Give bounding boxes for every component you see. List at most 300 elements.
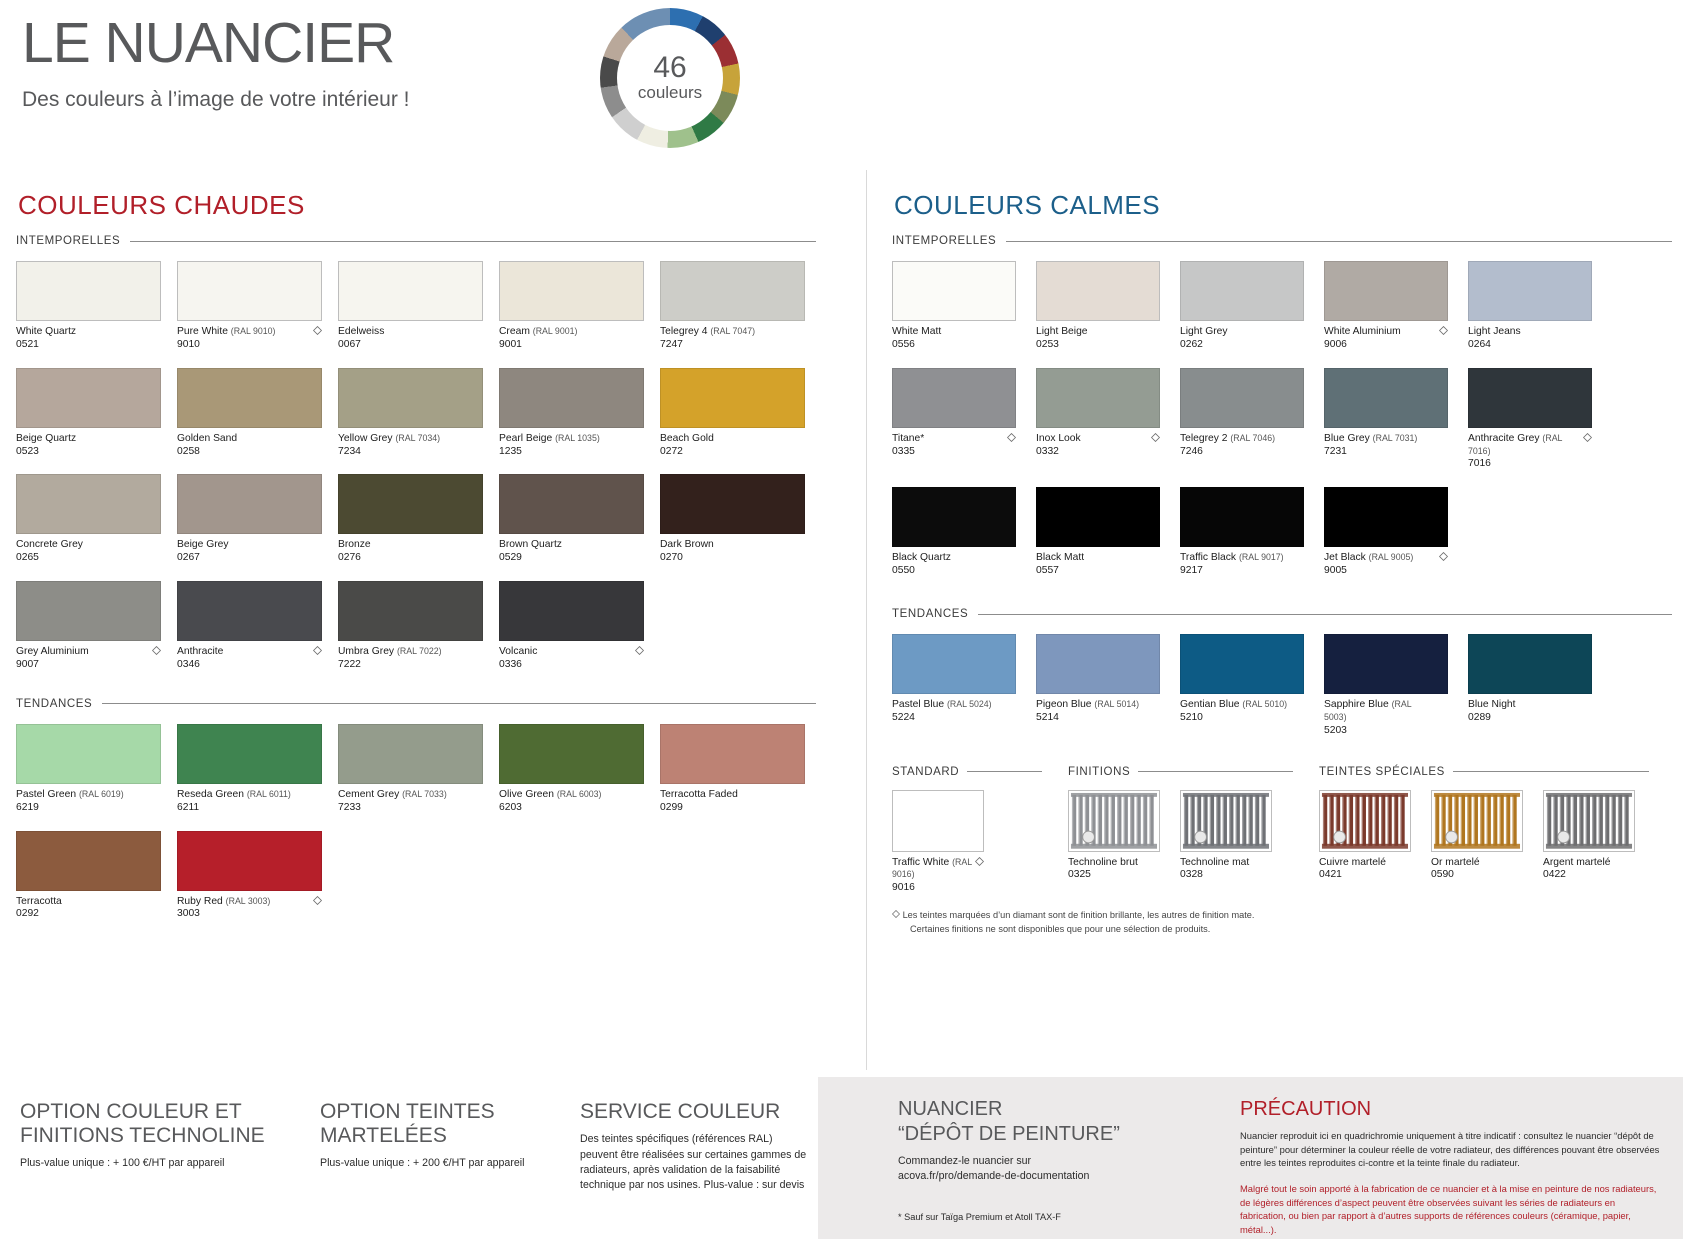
color-meta	[177, 789, 322, 815]
footer-body-3: Des teintes spécifiques (références RAL) peuvent être réalisées sur certaines gammes de radiateurs, après validation de la faisabilité technique par nos usines. Plus-value : sur devis	[580, 1133, 807, 1192]
color-code: 0258	[177, 445, 200, 457]
color-wheel-badge	[600, 8, 740, 148]
color-swatch[interactable]	[16, 261, 161, 352]
finish-panels	[892, 766, 1672, 896]
radiator-icon	[1181, 791, 1271, 852]
gloss-diamond-icon	[975, 857, 984, 866]
color-meta	[892, 433, 1016, 459]
footer-precaution-block	[1240, 1098, 1660, 1236]
color-meta	[1036, 699, 1160, 725]
color-swatch[interactable]	[660, 724, 805, 815]
color-code: 9006	[1324, 338, 1347, 350]
color-code: 0299	[660, 801, 683, 813]
color-meta	[660, 539, 805, 565]
color-code: 0556	[892, 338, 915, 350]
calm-trends-label: TENDANCES	[892, 608, 969, 621]
color-chip[interactable]	[660, 474, 805, 534]
rule-line	[1006, 241, 1672, 242]
color-name: Pearl Beige (RAL 1035)	[499, 432, 600, 444]
color-name: Beach Gold	[660, 432, 714, 444]
color-swatch[interactable]	[1180, 634, 1304, 738]
color-meta	[16, 326, 161, 352]
color-swatch[interactable]	[1180, 487, 1304, 578]
color-code: 0253	[1036, 338, 1059, 350]
color-swatch[interactable]	[892, 368, 1016, 472]
color-chip[interactable]	[16, 581, 161, 641]
finish-meta	[1431, 857, 1523, 883]
finish-chip[interactable]	[1319, 790, 1411, 852]
color-chip[interactable]	[177, 368, 322, 428]
finish-meta	[1319, 857, 1411, 883]
color-chip[interactable]	[338, 368, 483, 428]
color-meta	[1036, 433, 1160, 459]
teintes-speciales-items	[1319, 790, 1649, 883]
calm-timeless-label: INTEMPORELLES	[892, 235, 997, 247]
page-title: LE NUANCIER	[22, 11, 395, 75]
footer-title-4b: “DÉPÔT DE PEINTURE”	[898, 1123, 1120, 1145]
calm-timeless-grid	[892, 261, 1672, 594]
color-meta	[1468, 326, 1592, 352]
color-code: 7016	[1468, 458, 1491, 470]
color-code: 0267	[177, 552, 200, 564]
finitions-panel	[1068, 766, 1293, 896]
finish-item[interactable]	[892, 790, 984, 896]
footnote-line-1: Les teintes marquées d’un diamant sont de finition brillante, les autres de finition mate.	[902, 910, 1255, 921]
color-code: 9007	[16, 659, 39, 671]
color-meta	[892, 699, 1016, 725]
color-code: 7247	[660, 338, 683, 350]
color-swatch[interactable]	[338, 724, 483, 815]
color-swatch[interactable]	[1324, 261, 1448, 352]
color-chip[interactable]	[660, 261, 805, 321]
color-chip[interactable]	[338, 581, 483, 641]
color-name: White Matt	[892, 326, 942, 337]
finish-item[interactable]	[1319, 790, 1411, 883]
color-meta	[1180, 433, 1304, 459]
color-name: Reseda Green (RAL 6011)	[177, 788, 291, 800]
color-swatch[interactable]	[499, 368, 644, 459]
color-meta	[892, 326, 1016, 352]
color-meta	[499, 789, 644, 815]
color-name: Terracotta Faded	[660, 788, 738, 800]
rule-line	[978, 614, 1672, 615]
column-divider	[866, 170, 867, 1070]
color-meta	[660, 433, 805, 459]
color-name: Golden Sand	[177, 432, 238, 444]
color-swatch[interactable]	[177, 368, 322, 459]
color-name: Pastel Blue (RAL 5024)	[892, 699, 992, 711]
color-swatch[interactable]	[16, 581, 161, 672]
color-chip[interactable]	[177, 474, 322, 534]
color-chip[interactable]	[499, 261, 644, 321]
color-meta	[177, 433, 322, 459]
color-chip[interactable]	[338, 724, 483, 784]
color-swatch[interactable]	[338, 261, 483, 352]
finish-name: Technoline mat	[1180, 856, 1250, 868]
finish-chip[interactable]	[892, 790, 984, 852]
color-name: Traffic Black (RAL 9017)	[1180, 552, 1284, 564]
color-swatch[interactable]	[1036, 261, 1160, 352]
color-swatch[interactable]	[16, 474, 161, 565]
color-chip[interactable]	[1180, 634, 1304, 694]
color-code: 9005	[1324, 565, 1347, 577]
color-chip[interactable]	[177, 724, 322, 784]
color-chip[interactable]	[1036, 634, 1160, 694]
color-meta	[1036, 326, 1160, 352]
footer-body-4a: Commandez-le nuancier sur	[898, 1155, 1032, 1167]
color-code: 0346	[177, 659, 200, 671]
standard-items	[892, 790, 1042, 896]
finish-name: Argent martelé	[1543, 856, 1611, 868]
color-meta	[499, 326, 644, 352]
color-swatch[interactable]	[177, 581, 322, 672]
finish-code: 0421	[1319, 869, 1342, 881]
color-chip[interactable]	[1036, 487, 1160, 547]
color-chip[interactable]	[16, 724, 161, 784]
color-chip[interactable]	[1468, 634, 1592, 694]
calm-timeless-header	[892, 235, 1672, 247]
color-chip[interactable]	[177, 261, 322, 321]
color-swatch[interactable]	[338, 368, 483, 459]
color-code: 5214	[1036, 711, 1059, 723]
color-code: 6203	[499, 801, 522, 813]
color-swatch[interactable]	[1324, 634, 1448, 738]
color-meta	[177, 646, 322, 672]
color-chip[interactable]	[499, 368, 644, 428]
color-wheel-center	[617, 25, 723, 131]
color-chip[interactable]	[892, 634, 1016, 694]
radiator-icon	[1544, 791, 1634, 852]
color-name: Pure White (RAL 9010)	[177, 326, 276, 337]
standard-header	[892, 766, 1042, 778]
finish-item[interactable]	[1068, 790, 1160, 883]
color-chip[interactable]	[1036, 261, 1160, 321]
color-swatch[interactable]	[16, 368, 161, 459]
finish-chip[interactable]	[1068, 790, 1160, 852]
finish-meta	[1068, 857, 1160, 883]
finish-name: Technoline brut	[1068, 856, 1138, 868]
color-name: Cream (RAL 9001)	[499, 326, 578, 337]
color-chip[interactable]	[1036, 368, 1160, 428]
color-chip[interactable]	[338, 474, 483, 534]
color-name: Jet Black (RAL 9005)	[1324, 552, 1414, 564]
footer-note-4: * Sauf sur Taïga Premium et Atoll TAX-F	[898, 1211, 1061, 1222]
color-code: 7231	[1324, 445, 1347, 457]
color-name: Brown Quartz	[499, 539, 562, 551]
warm-trends-header	[16, 698, 816, 710]
color-meta	[499, 646, 644, 672]
color-chip[interactable]	[1468, 261, 1592, 321]
color-code: 0262	[1180, 338, 1203, 350]
color-name: Volcanic	[499, 646, 538, 658]
color-meta	[16, 646, 161, 672]
footnote-line-2: Certaines finitions ne sont disponibles que pour une sélection de produits.	[910, 923, 1211, 934]
color-chip[interactable]	[16, 831, 161, 891]
color-swatch[interactable]	[1468, 261, 1592, 352]
color-swatch[interactable]	[177, 724, 322, 815]
color-swatch[interactable]	[16, 831, 161, 922]
color-name: White Quartz	[16, 326, 77, 337]
finish-meta	[1180, 857, 1272, 883]
footer-title-5: PRÉCAUTION	[1240, 1098, 1372, 1120]
color-swatch[interactable]	[16, 724, 161, 815]
radiator-icon	[1069, 791, 1159, 852]
gloss-diamond-icon	[1583, 433, 1592, 442]
finitions-label: FINITIONS	[1068, 765, 1131, 778]
color-chip[interactable]	[660, 368, 805, 428]
finish-item[interactable]	[1180, 790, 1272, 883]
color-swatch[interactable]	[1324, 368, 1448, 472]
color-chip[interactable]	[499, 724, 644, 784]
color-chip[interactable]	[1324, 634, 1448, 694]
finish-code: 0325	[1068, 869, 1091, 881]
color-chip[interactable]	[338, 261, 483, 321]
color-swatch[interactable]	[338, 474, 483, 565]
color-meta	[660, 789, 805, 815]
teintes-speciales-label: TEINTES SPÉCIALES	[1319, 765, 1445, 778]
color-code: 0264	[1468, 338, 1491, 350]
warm-trends-label: TENDANCES	[16, 697, 93, 710]
color-meta	[1468, 433, 1592, 472]
color-chip[interactable]	[16, 261, 161, 321]
color-chip[interactable]	[499, 581, 644, 641]
footer-body-1: Plus-value unique : + 100 €/HT par appareil	[20, 1157, 225, 1170]
color-code: 6219	[16, 801, 39, 813]
color-name: Light Jeans	[1468, 326, 1521, 337]
color-swatch[interactable]	[1180, 261, 1304, 352]
gloss-diamond-icon	[313, 646, 322, 655]
color-swatch[interactable]	[338, 581, 483, 672]
color-name: Ruby Red (RAL 3003)	[177, 895, 271, 907]
rule-line	[130, 241, 816, 242]
color-chip[interactable]	[1180, 487, 1304, 547]
color-name: Gentian Blue (RAL 5010)	[1180, 699, 1288, 711]
color-meta	[338, 646, 483, 672]
gloss-diamond-icon	[1439, 326, 1448, 335]
finish-meta	[892, 857, 984, 896]
finish-chip[interactable]	[1180, 790, 1272, 852]
color-meta	[338, 539, 483, 565]
footer-body-5: Nuancier reproduit ici en quadrichromie uniquement à titre indicatif : consultez le nuancier “dépôt de peinture” pour déterminer la couleur réelle de votre radiateur, des différences pouvant être observées entre les teintes reproduites ci-contre et la teinte finale du radiateur.	[1240, 1130, 1660, 1169]
color-swatch[interactable]	[892, 634, 1016, 738]
color-code: 0292	[16, 908, 39, 920]
finish-code: 0422	[1543, 869, 1566, 881]
color-swatch[interactable]	[177, 261, 322, 352]
warm-timeless-label: INTEMPORELLES	[16, 235, 121, 247]
warm-trends-grid	[16, 724, 816, 937]
color-meta	[1324, 326, 1448, 352]
color-name: Umbra Grey (RAL 7022)	[338, 646, 442, 658]
color-code: 9010	[177, 338, 200, 350]
color-code: 0332	[1036, 445, 1059, 457]
color-code: 0335	[892, 445, 915, 457]
color-chip[interactable]	[1324, 487, 1448, 547]
color-swatch[interactable]	[1324, 487, 1448, 578]
color-swatch[interactable]	[660, 474, 805, 565]
footer-body-5-red: Malgré tout le soin apporté à la fabrication de ce nuancier et à la mise en peinture de nos radiateurs, de légères différences d’aspect peuvent être observées suivant les séries de radiateurs en fabrication, ou bien par rapport à d’autres supports de références couleurs (céramique, papier, métal...).	[1240, 1182, 1657, 1235]
color-meta	[16, 896, 161, 922]
color-swatch[interactable]	[660, 368, 805, 459]
footer-body-4b[interactable]: acova.fr/pro/demande-de-documentation	[898, 1170, 1090, 1183]
color-chip[interactable]	[177, 831, 322, 891]
color-code: 0067	[338, 338, 361, 350]
color-code: 9217	[1180, 565, 1203, 577]
footer-title-1: OPTION COULEUR ET FINITIONS TECHNOLINE	[20, 1100, 265, 1148]
color-count: 46	[653, 50, 687, 84]
color-name: Telegrey 2 (RAL 7046)	[1180, 432, 1276, 444]
color-meta	[1324, 699, 1448, 738]
color-name: Pigeon Blue (RAL 5014)	[1036, 699, 1140, 711]
color-meta	[1180, 326, 1304, 352]
finitions-header	[1068, 766, 1293, 778]
finish-name: Cuivre martelé	[1319, 856, 1386, 868]
color-code: 0523	[16, 445, 39, 457]
color-swatch[interactable]	[177, 831, 322, 922]
standard-label: STANDARD	[892, 765, 960, 778]
finitions-items	[1068, 790, 1293, 883]
gloss-diamond-icon	[313, 896, 322, 905]
color-chip[interactable]	[16, 474, 161, 534]
gloss-diamond-icon	[1151, 433, 1160, 442]
color-meta	[177, 539, 322, 565]
page-subtitle: Des couleurs à l’image de votre intérieur !	[22, 87, 410, 111]
rule-line	[102, 703, 816, 704]
color-meta	[1180, 552, 1304, 578]
color-code: 7222	[338, 659, 361, 671]
color-name: Beige Grey	[177, 539, 229, 551]
color-name: Bronze	[338, 539, 371, 551]
color-name: Black Matt	[1036, 552, 1085, 564]
warm-section-title: COULEURS CHAUDES	[18, 190, 305, 220]
color-swatch[interactable]	[1036, 368, 1160, 472]
warm-timeless-grid	[16, 261, 816, 688]
color-meta	[1036, 552, 1160, 578]
color-code: 0270	[660, 552, 683, 564]
color-chip[interactable]	[1180, 261, 1304, 321]
color-chip[interactable]	[892, 368, 1016, 428]
color-swatch[interactable]	[499, 581, 644, 672]
color-name: White Aluminium	[1324, 326, 1401, 337]
color-chip[interactable]	[499, 474, 644, 534]
calm-trends-grid	[892, 634, 1672, 754]
color-name: Olive Green (RAL 6003)	[499, 788, 602, 800]
color-chip[interactable]	[1180, 368, 1304, 428]
color-meta	[1468, 699, 1592, 725]
rule-line	[1453, 771, 1649, 772]
color-swatch[interactable]	[1468, 634, 1592, 738]
color-meta	[16, 433, 161, 459]
color-name: Blue Night	[1468, 699, 1516, 711]
footer-left	[20, 1100, 810, 1194]
rule-line	[967, 771, 1042, 772]
color-name: Inox Look	[1036, 432, 1081, 444]
color-chip[interactable]	[892, 487, 1016, 547]
color-name: Grey Aluminium	[16, 646, 89, 658]
standard-panel	[892, 766, 1042, 896]
radiator-icon	[1320, 791, 1410, 852]
color-code: 3003	[177, 908, 200, 920]
gloss-diamond-icon	[1439, 552, 1448, 561]
finish-chip[interactable]	[1431, 790, 1523, 852]
color-name: Titane*	[892, 432, 925, 444]
color-code: 7246	[1180, 445, 1203, 457]
color-chip[interactable]	[1324, 261, 1448, 321]
color-swatch[interactable]	[892, 261, 1016, 352]
gloss-diamond-icon	[152, 646, 161, 655]
color-name: Cement Grey (RAL 7033)	[338, 788, 447, 800]
color-code: 5224	[892, 711, 915, 723]
color-name: Beige Quartz	[16, 432, 77, 444]
finish-item[interactable]	[1543, 790, 1635, 883]
color-meta	[338, 789, 483, 815]
color-meta	[1324, 433, 1448, 459]
color-name: Light Beige	[1036, 326, 1088, 337]
calm-trends-header	[892, 608, 1672, 620]
finish-name: Traffic White (RAL 9016)	[892, 856, 972, 880]
color-swatch[interactable]	[660, 261, 805, 352]
color-code: 0521	[16, 338, 39, 350]
color-code: 0265	[16, 552, 39, 564]
color-meta	[338, 433, 483, 459]
finish-chip[interactable]	[1543, 790, 1635, 852]
color-meta	[1180, 699, 1304, 725]
color-name: Black Quartz	[892, 552, 951, 564]
color-meta	[499, 433, 644, 459]
color-swatch[interactable]	[177, 474, 322, 565]
color-name: Yellow Grey (RAL 7034)	[338, 432, 441, 444]
color-code: 1235	[499, 445, 522, 457]
finish-item[interactable]	[1431, 790, 1523, 883]
diamond-icon	[892, 909, 900, 923]
color-swatch[interactable]	[1036, 487, 1160, 578]
color-code: 5203	[1324, 724, 1347, 736]
color-meta	[338, 326, 483, 352]
color-code: 7234	[338, 445, 361, 457]
color-meta	[16, 539, 161, 565]
color-swatch[interactable]	[892, 487, 1016, 578]
footer-nuancier-block	[898, 1098, 1148, 1224]
color-chip[interactable]	[1324, 368, 1448, 428]
color-chip[interactable]	[892, 261, 1016, 321]
footer-block-service	[580, 1100, 810, 1194]
color-code: 0557	[1036, 565, 1059, 577]
color-swatch[interactable]	[1468, 368, 1592, 472]
color-name: Terracotta	[16, 895, 62, 907]
color-name: Telegrey 4 (RAL 7047)	[660, 326, 756, 337]
color-swatch[interactable]	[1036, 634, 1160, 738]
color-swatch[interactable]	[499, 724, 644, 815]
color-chip[interactable]	[177, 581, 322, 641]
rule-line	[1138, 771, 1293, 772]
finish-footnote	[892, 909, 1672, 937]
color-swatch[interactable]	[499, 261, 644, 352]
color-name: Pastel Green (RAL 6019)	[16, 788, 124, 800]
color-swatch[interactable]	[499, 474, 644, 565]
color-meta	[177, 896, 322, 922]
color-chip[interactable]	[1468, 368, 1592, 428]
finish-code: 0590	[1431, 869, 1454, 881]
color-chip[interactable]	[16, 368, 161, 428]
color-chip[interactable]	[660, 724, 805, 784]
color-meta	[660, 326, 805, 352]
teintes-speciales-header	[1319, 766, 1649, 778]
footer-block-technoline	[20, 1100, 280, 1194]
color-swatch[interactable]	[1180, 368, 1304, 472]
gloss-diamond-icon	[313, 326, 322, 335]
color-code: 0529	[499, 552, 522, 564]
footer-title-4a: NUANCIER	[898, 1098, 1003, 1120]
color-code: 5210	[1180, 711, 1203, 723]
